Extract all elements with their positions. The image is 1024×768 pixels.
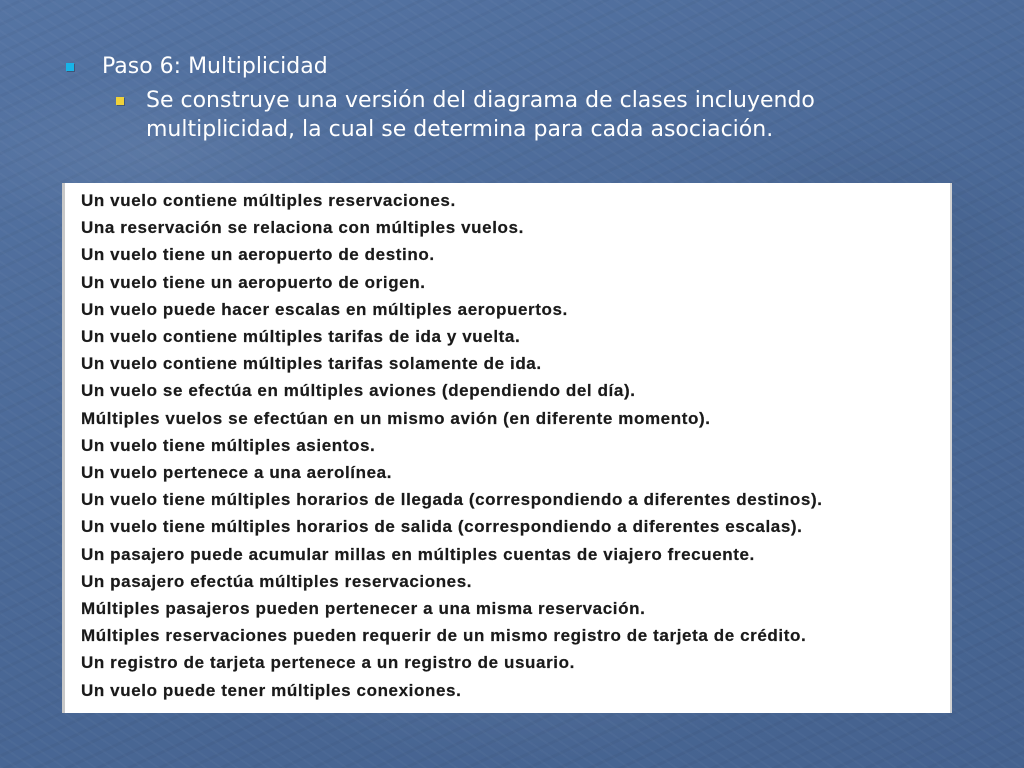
square-bullet-icon: [66, 63, 74, 71]
association-line: Múltiples pasajeros pueden pertenecer a una misma reservación.: [81, 599, 646, 619]
associations-panel: [62, 183, 952, 713]
bullet-level2: [62, 86, 906, 144]
association-line: Un vuelo tiene un aeropuerto de origen.: [81, 272, 426, 292]
bullet-level2-text: Se construye una versión del diagrama de clases incluyendo multiplicidad, la cual se determina para cada asociación.: [146, 88, 815, 142]
association-line: Un vuelo contiene múltiples tarifas de ida y vuelta.: [81, 327, 521, 347]
association-line: Un vuelo tiene múltiples asientos.: [81, 435, 376, 455]
association-line: Un vuelo contiene múltiples tarifas solamente de ida.: [81, 354, 542, 374]
association-line: Una reservación se relaciona con múltiples vuelos.: [81, 218, 524, 238]
association-line: Un vuelo puede tener múltiples conexiones.: [81, 680, 462, 700]
association-line: Un vuelo pertenece a una aerolínea.: [81, 463, 393, 483]
association-line: Múltiples vuelos se efectúan en un mismo avión (en diferente momento).: [81, 408, 711, 428]
association-line: Un pasajero puede acumular millas en múltiples cuentas de viajero frecuente.: [81, 544, 755, 564]
slide-bullets: [62, 52, 962, 144]
square-bullet-icon: [116, 97, 124, 105]
association-line: Un vuelo tiene múltiples horarios de salida (correspondiendo a diferentes escalas).: [81, 517, 803, 537]
association-line: Un vuelo puede hacer escalas en múltiples aeropuertos.: [81, 299, 568, 319]
bullet-level1-text: Paso 6: Multiplicidad: [102, 54, 328, 79]
association-line: Múltiples reservaciones pueden requerir de un mismo registro de tarjeta de crédito.: [81, 626, 807, 646]
association-line: Un vuelo se efectúa en múltiples aviones (dependiendo del día).: [81, 381, 636, 401]
association-line: Un vuelo tiene múltiples horarios de llegada (correspondiendo a diferentes destinos).: [81, 490, 823, 510]
bullet-level1: [62, 52, 962, 82]
association-line: Un vuelo contiene múltiples reservaciones.: [81, 191, 456, 210]
association-line: Un registro de tarjeta pertenece a un registro de usuario.: [81, 653, 575, 673]
association-line: Un pasajero efectúa múltiples reservaciones.: [81, 571, 473, 591]
association-line: Un vuelo tiene un aeropuerto de destino.: [81, 245, 435, 265]
